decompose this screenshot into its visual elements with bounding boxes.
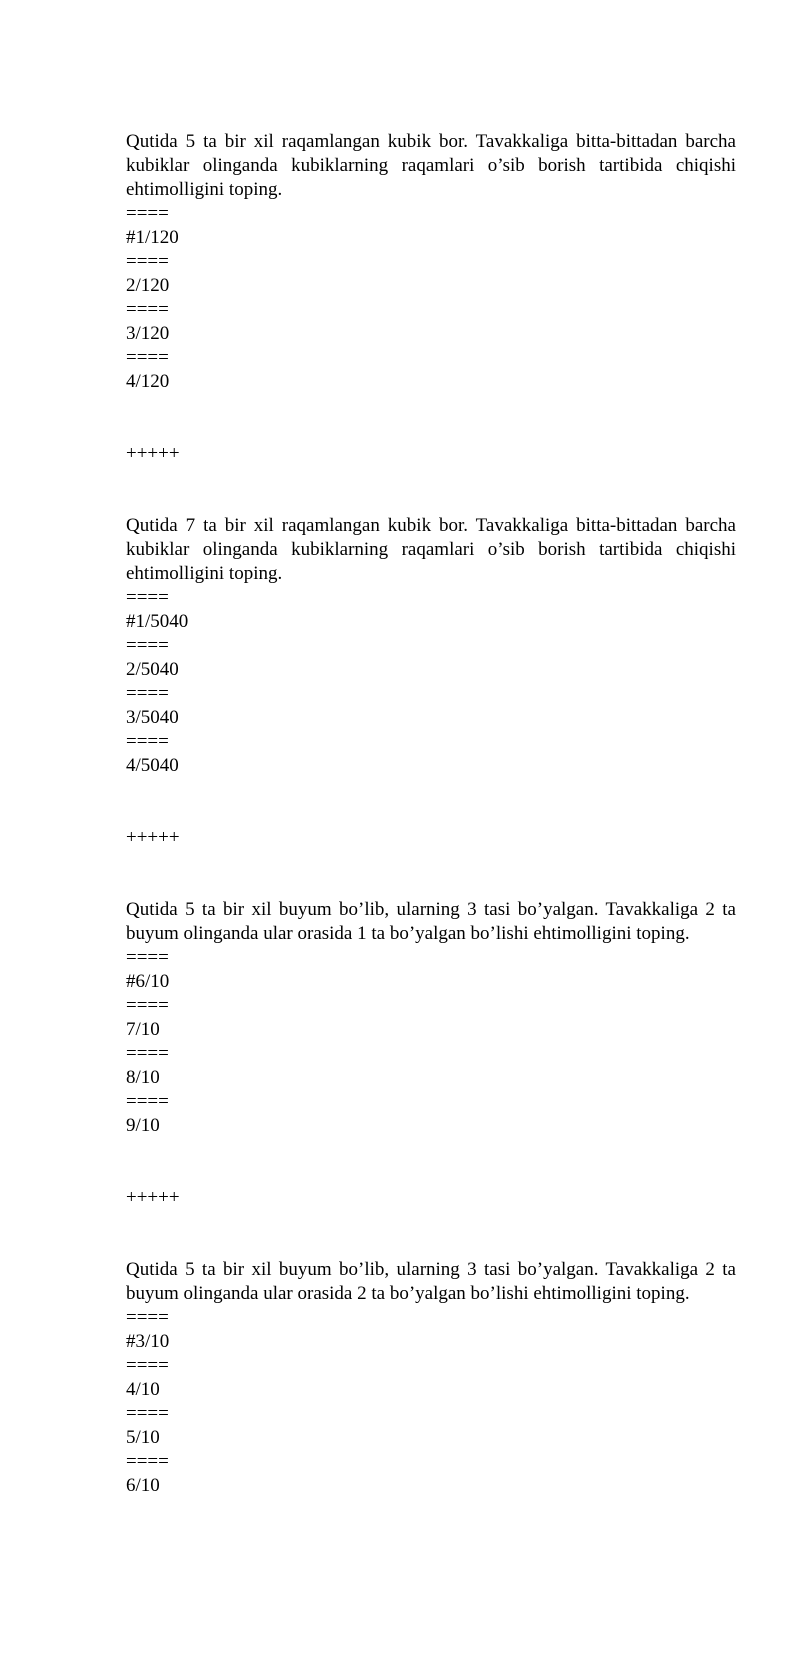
option-separator: ==== [126, 1307, 169, 1328]
question-2 [126, 514, 736, 850]
question-text: Qutida 5 ta bir xil buyum bo’lib, ularning 3 tasi bo’yalgan. Tavakkaliga 2 ta buyum olinganda ular orasida 1 ta bo’yalgan bo’lishi ehtimolligini toping. [126, 899, 736, 944]
option: 7/10 [126, 1019, 160, 1040]
option: 4/10 [126, 1379, 160, 1400]
option: 3/5040 [126, 707, 179, 728]
question-text: Qutida 7 ta bir xil raqamlangan kubik bor. Tavakkaliga bitta-bittadan barcha kubiklar olinganda kubiklarning raqamlari o’sib borish tartibida chiqishi ehtimolligini toping. [126, 515, 736, 584]
question-text: Qutida 5 ta bir xil buyum bo’lib, ularning 3 tasi bo’yalgan. Tavakkaliga 2 ta buyum olinganda ular orasida 2 ta bo’yalgan bo’lishi ehtimolligini toping. [126, 1259, 736, 1304]
option-correct: #1/120 [126, 227, 179, 248]
option-separator: ==== [126, 731, 169, 752]
option: 3/120 [126, 323, 170, 344]
option: 4/5040 [126, 755, 179, 776]
option-correct: #6/10 [126, 971, 170, 992]
option: 8/10 [126, 1067, 160, 1088]
option-separator: ==== [126, 995, 169, 1016]
option-separator: ==== [126, 947, 169, 968]
option-separator: ==== [126, 347, 169, 368]
option-separator: ==== [126, 587, 169, 608]
option-separator: ==== [126, 1451, 169, 1472]
option-correct: #1/5040 [126, 611, 189, 632]
option: 2/120 [126, 275, 170, 296]
option-correct: #3/10 [126, 1331, 170, 1352]
question-3 [126, 898, 736, 1210]
question-1 [126, 130, 736, 466]
option: 6/10 [126, 1475, 160, 1496]
option: 2/5040 [126, 659, 179, 680]
option-separator: ==== [126, 251, 169, 272]
option-separator: ==== [126, 1091, 169, 1112]
option: 5/10 [126, 1427, 160, 1448]
option-separator: ==== [126, 635, 169, 656]
option: 4/120 [126, 371, 170, 392]
option-separator: ==== [126, 299, 169, 320]
question-end-marker: +++++ [126, 1187, 180, 1208]
option-separator: ==== [126, 1043, 169, 1064]
document-page [126, 130, 736, 1498]
option-separator: ==== [126, 203, 169, 224]
option-separator: ==== [126, 683, 169, 704]
option-separator: ==== [126, 1403, 169, 1424]
option-separator: ==== [126, 1355, 169, 1376]
option: 9/10 [126, 1115, 160, 1136]
question-4 [126, 1258, 736, 1498]
question-end-marker: +++++ [126, 827, 180, 848]
question-text: Qutida 5 ta bir xil raqamlangan kubik bor. Tavakkaliga bitta-bittadan barcha kubiklar olinganda kubiklarning raqamlari o’sib borish tartibida chiqishi ehtimolligini toping. [126, 131, 736, 200]
question-end-marker: +++++ [126, 443, 180, 464]
